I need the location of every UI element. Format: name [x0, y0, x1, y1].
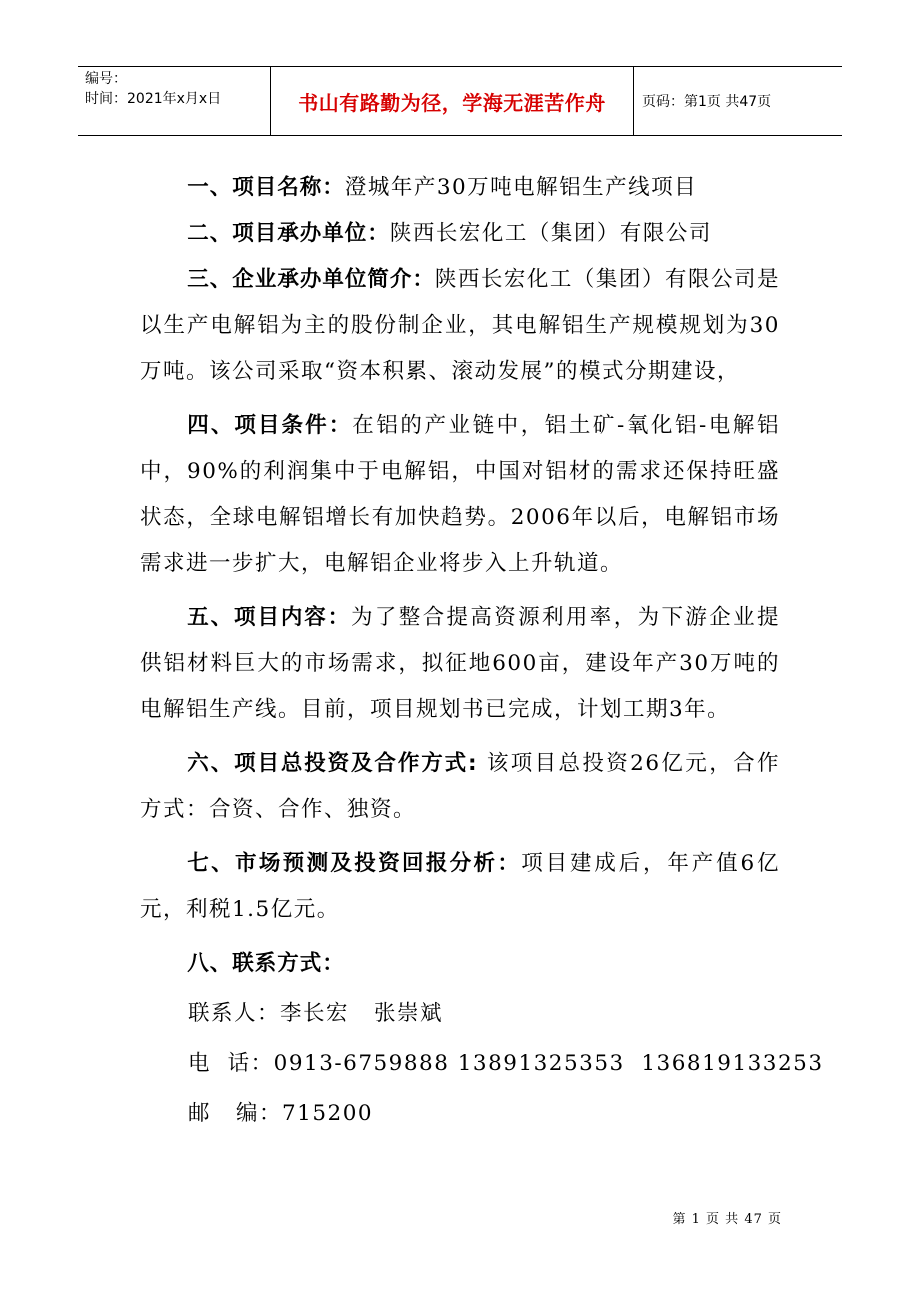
- section-text: 澄城年产30万吨电解铝生产线项目: [344, 175, 698, 200]
- section-heading: 三、企业承办单位简介：: [187, 267, 435, 292]
- serial-number-label: 编号：: [85, 71, 127, 87]
- section-project-content: [140, 595, 780, 733]
- section-heading: 一、项目名称：: [187, 175, 345, 200]
- section-text: 项目建成后，年产值6亿元，利税1.5亿元。: [140, 851, 780, 922]
- section-text: 该项目总投资26亿元，合作方式：合资、合作、独资。: [140, 751, 780, 822]
- section-project-name: [140, 165, 780, 211]
- section-contact: [140, 941, 780, 987]
- document-body: [140, 165, 824, 1137]
- header-meta: [78, 67, 271, 135]
- section-heading: 五、项目内容：: [187, 605, 351, 630]
- section-undertaking-unit: [140, 211, 780, 257]
- section-text: 在铝的产业链中，铝土矿-氧化铝-电解铝中，90%的利润集中于电解铝，中国对铝材的需求还保持旺盛状态，全球电解铝增长有加快趋势。2006年以后，电解铝市场需求进一步扩大，电解铝企业将步入上升轨道。: [140, 413, 780, 576]
- header-page-info: 页码：第1页 共47页: [642, 94, 772, 110]
- section-heading: 七、市场预测及投资回报分析：: [187, 851, 522, 876]
- contact-phone: 电 话：0913-6759888 13891325353 136819133253: [188, 1051, 824, 1076]
- section-market-forecast: [140, 841, 780, 933]
- contact-person: 联系人：李长宏 张崇斌: [188, 1001, 444, 1026]
- section-heading: 六、项目总投资及合作方式:: [187, 751, 478, 776]
- date-label: 时间：2021年x月x日: [85, 91, 222, 107]
- section-company-intro: [140, 257, 780, 395]
- section-heading: 四、项目条件：: [187, 413, 353, 438]
- page-footer: 第 1 页 共 47 页: [672, 1212, 782, 1227]
- contact-postcode: 邮 编：715200: [188, 1101, 374, 1126]
- section-text: 陕西长宏化工（集团）有限公司是以生产电解铝为主的股份制企业，其电解铝生产规模规划为30万吨。该公司采取“资本积累、滚动发展”的模式分期建设，: [140, 267, 780, 384]
- section-text: 陕西长宏化工（集团）有限公司: [389, 221, 712, 246]
- section-text: 为了整合提高资源利用率，为下游企业提供铝材料巨大的市场需求，拟征地600亩，建设年产30万吨的电解铝生产线。目前，项目规划书已完成，计划工期3年。: [140, 605, 780, 722]
- section-investment: [140, 741, 780, 833]
- page-header: [78, 66, 842, 136]
- section-heading: 二、项目承办单位：: [187, 221, 390, 246]
- section-heading: 八、联系方式：: [187, 951, 345, 976]
- section-project-conditions: [140, 403, 780, 587]
- header-motto: 书山有路勤为径，学海无涯苦作舟: [271, 67, 634, 135]
